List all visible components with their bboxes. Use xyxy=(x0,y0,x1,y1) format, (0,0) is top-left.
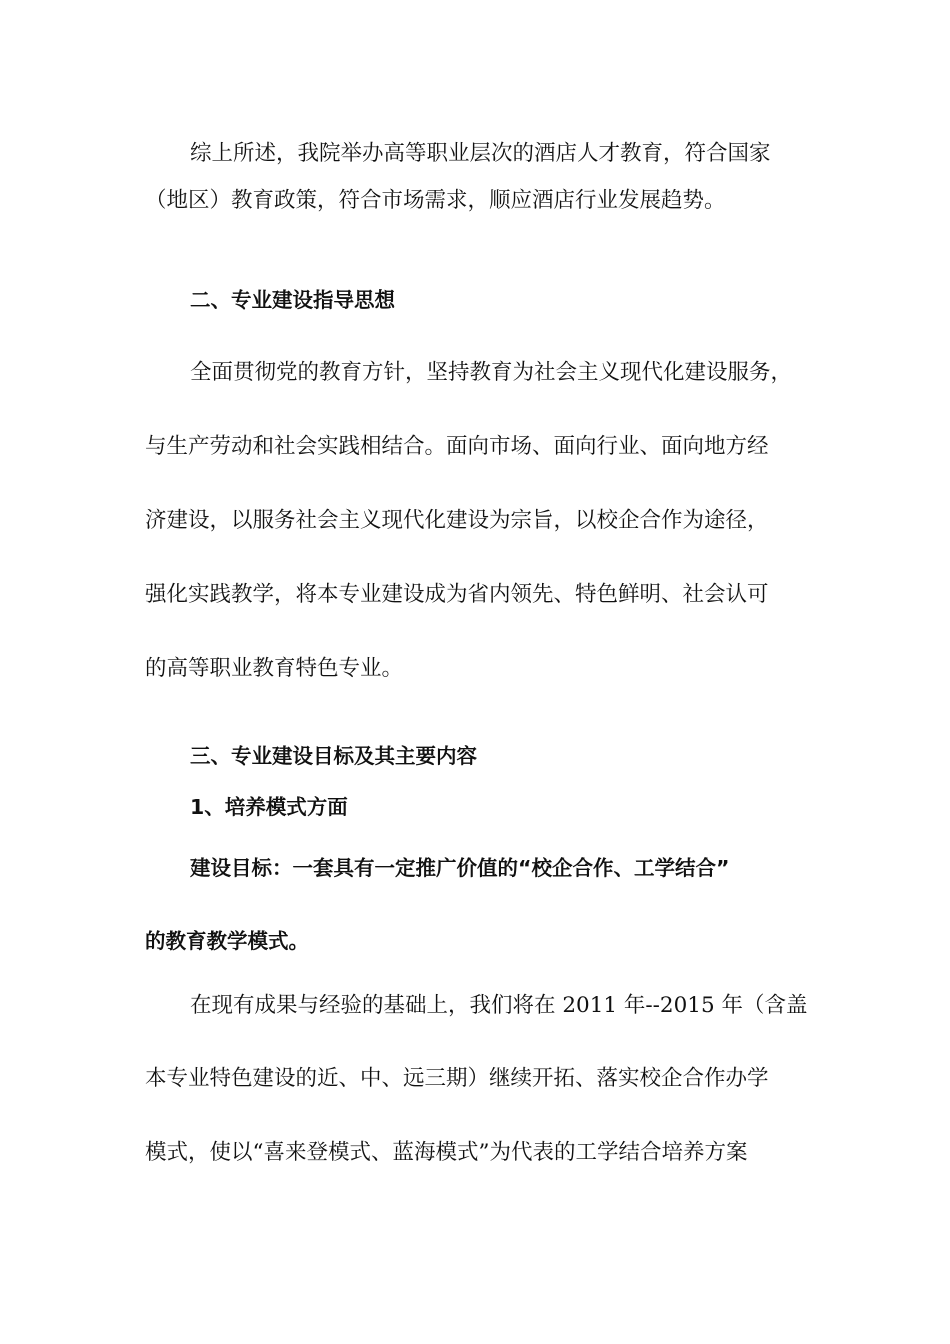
section-2-paragraph-line-4: 强化实践教学，将本专业建设成为省内领先、特色鲜明、社会认可 xyxy=(145,582,769,607)
section-3-paragraph-line-3: 模式，使以“喜来登模式、蓝海模式”为代表的工学结合培养方案 xyxy=(145,1140,748,1165)
intro-paragraph-line-1: 综上所述，我院举办高等职业层次的酒店人才教育，符合国家 xyxy=(190,141,771,166)
section-3-paragraph-line-1: 在现有成果与经验的基础上，我们将在 2011 年--2015 年（含盖 xyxy=(190,993,808,1018)
section-2-heading: 二、专业建设指导思想 xyxy=(190,288,395,312)
intro-paragraph-line-2: （地区）教育政策，符合市场需求，顺应酒店行业发展趋势。 xyxy=(145,188,726,213)
section-2-paragraph-line-1: 全面贯彻党的教育方针，坚持教育为社会主义现代化建设服务， xyxy=(190,360,793,385)
section-2-paragraph-line-2: 与生产劳动和社会实践相结合。面向市场、面向行业、面向地方经 xyxy=(145,434,769,459)
section-2-paragraph-line-5: 的高等职业教育特色专业。 xyxy=(145,656,404,681)
section-3-paragraph-line-2: 本专业特色建设的近、中、远三期）继续开拓、落实校企合作办学 xyxy=(145,1066,769,1091)
goal-statement-line-1: 建设目标：一套具有一定推广价值的“校企合作、工学结合” xyxy=(190,856,730,880)
section-2-paragraph-line-3: 济建设，以服务社会主义现代化建设为宗旨，以校企合作为途径， xyxy=(145,508,769,533)
goal-statement-line-2: 的教育教学模式。 xyxy=(145,929,309,953)
section-3-subheading: 1、培养模式方面 xyxy=(190,795,348,819)
section-3-heading: 三、专业建设目标及其主要内容 xyxy=(190,744,477,768)
